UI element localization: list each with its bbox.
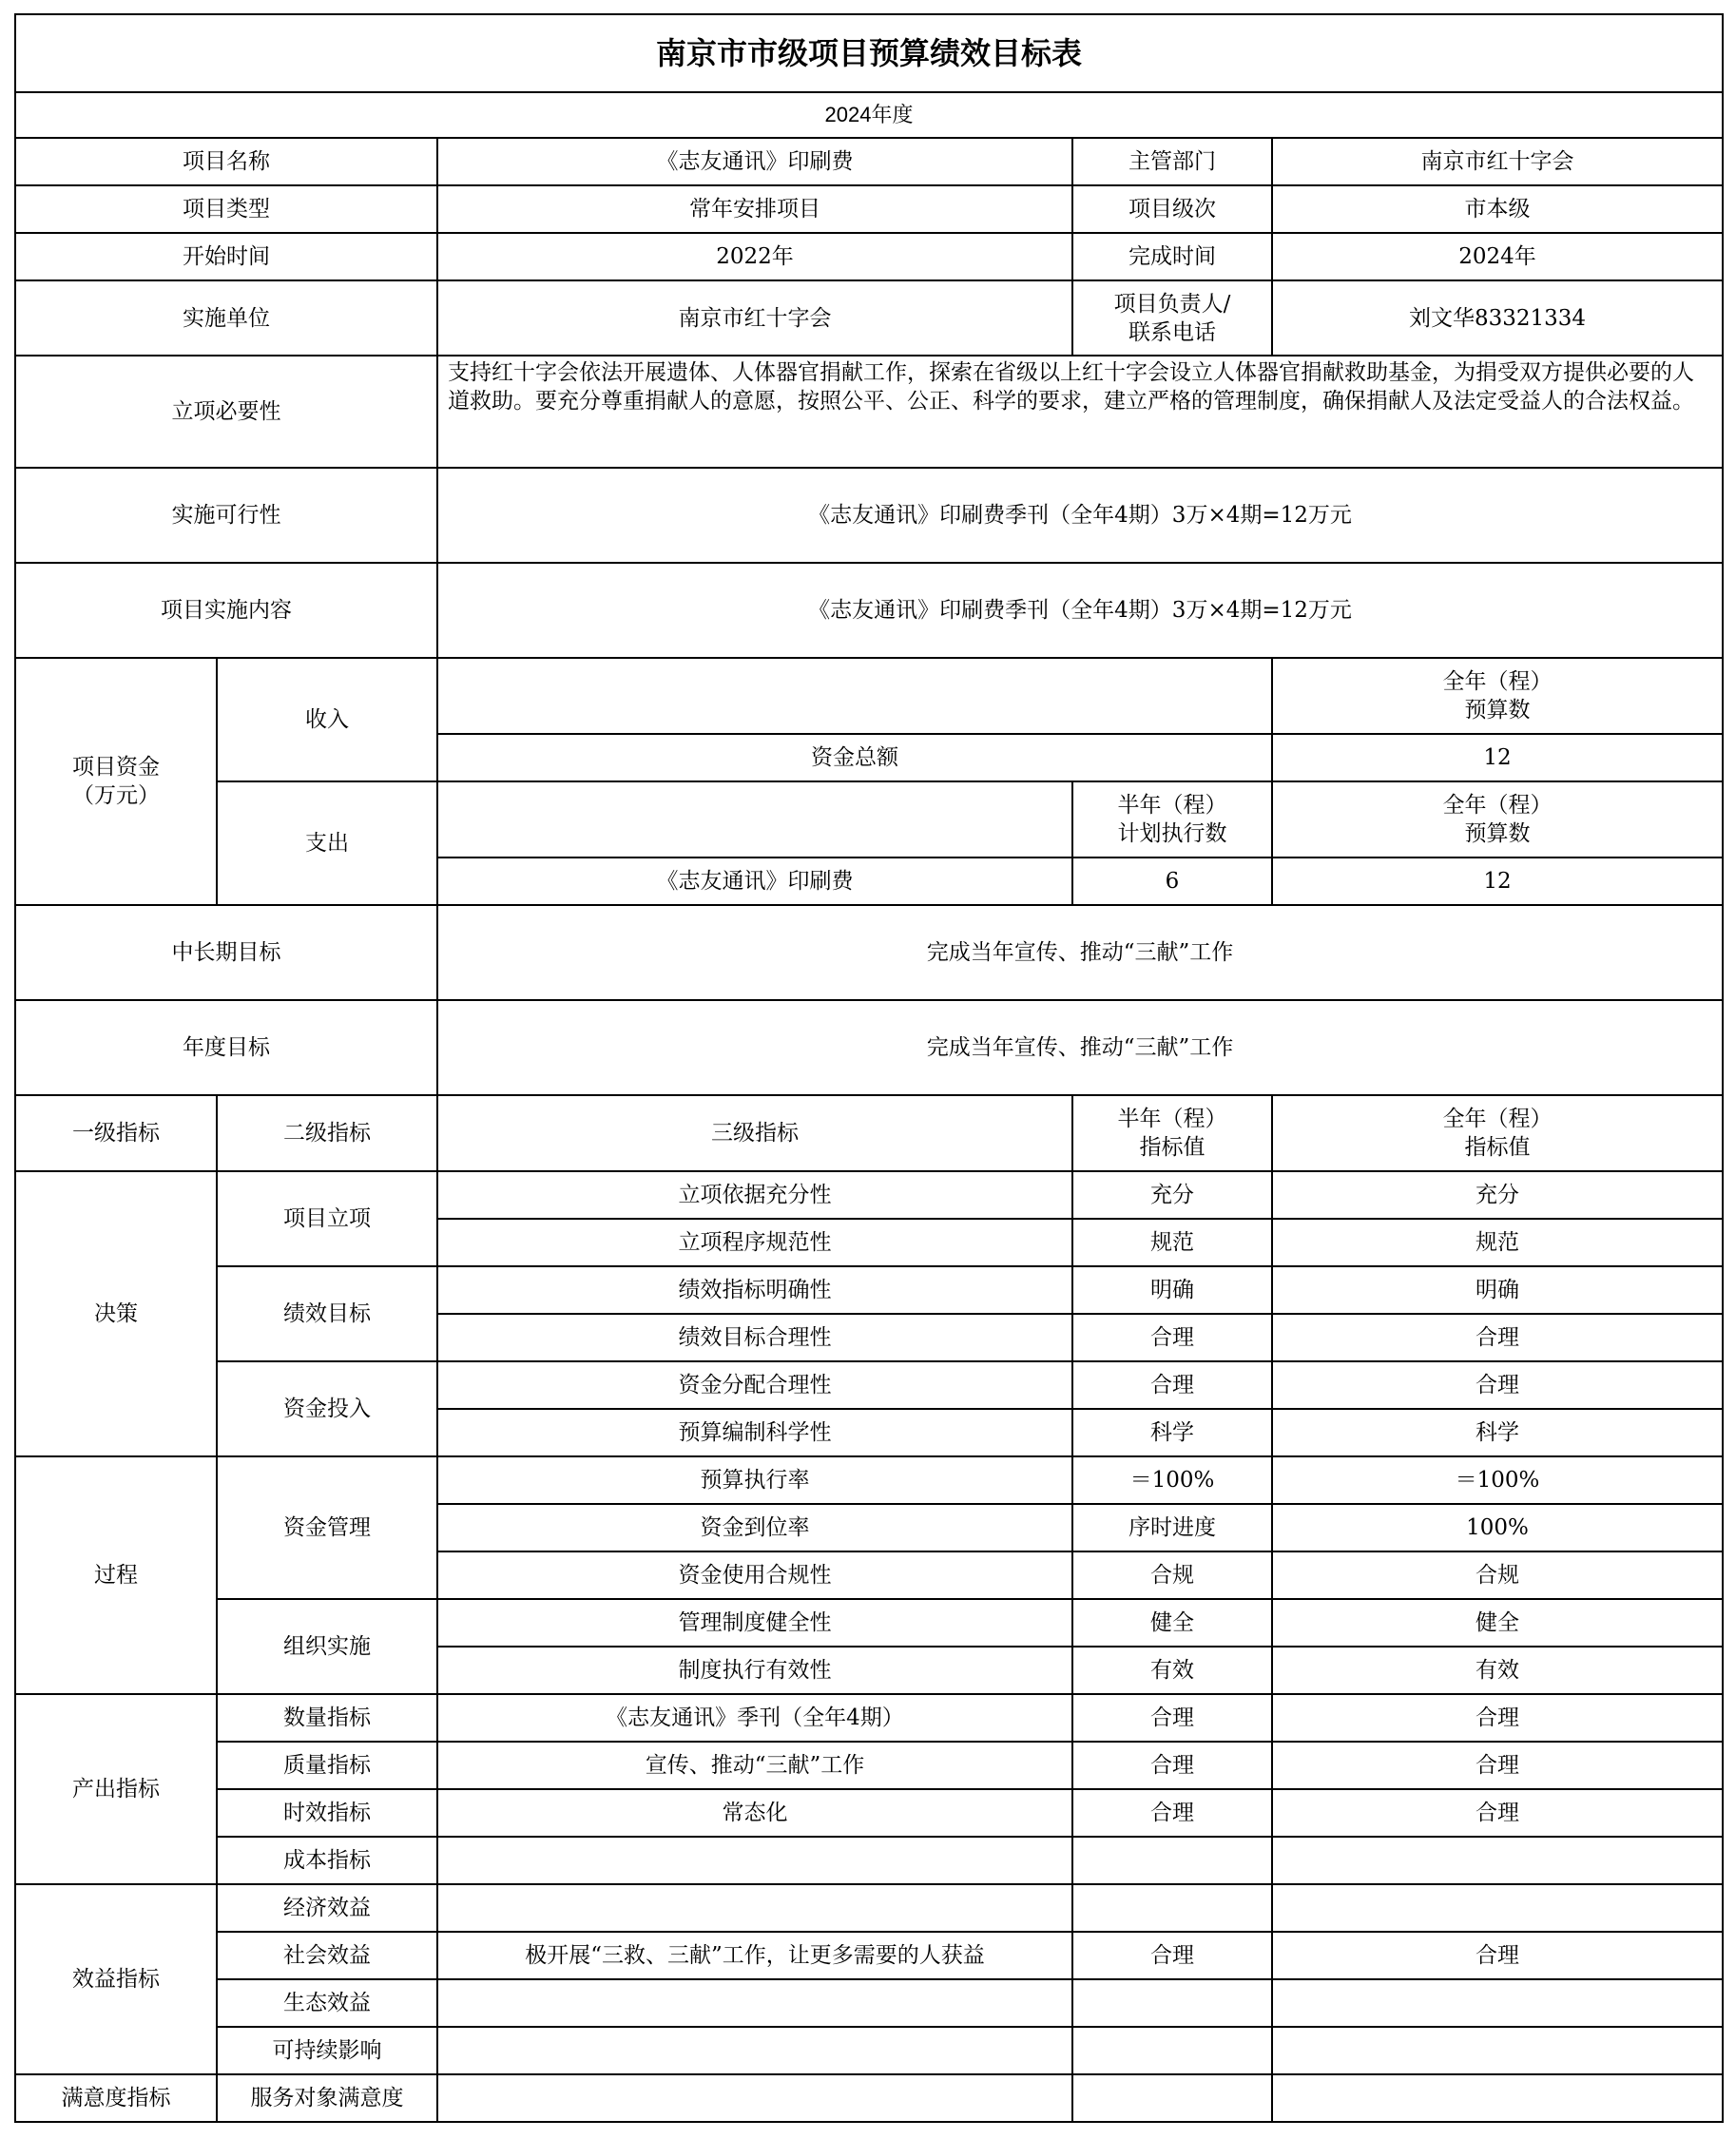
- long-term-goal-text: 完成当年宣传、推动“三献”工作: [437, 905, 1723, 1000]
- indicator-half-value: [1072, 2027, 1272, 2074]
- expense-item-full: 12: [1272, 858, 1723, 905]
- full-year-value-line2: 指标值: [1464, 1135, 1531, 1160]
- indicator-half-value: 规范: [1072, 1219, 1272, 1266]
- full-year-value-header: [1272, 1095, 1723, 1171]
- indicator-half-value: 合理: [1072, 1361, 1272, 1409]
- expense-full-year-header: [1272, 781, 1723, 858]
- indicator-name: [437, 2027, 1072, 2074]
- expense-label: 支出: [217, 781, 437, 905]
- income-full-year-header: [1272, 658, 1723, 734]
- indicator-half-value: 明确: [1072, 1266, 1272, 1314]
- expense-header-blank: [437, 781, 1072, 858]
- indicator-full-value: [1272, 1979, 1723, 2027]
- project-name-value: 《志友通讯》印刷费: [437, 138, 1072, 185]
- indicator-full-value: 健全: [1272, 1599, 1723, 1647]
- implementing-unit-label: 实施单位: [15, 280, 437, 356]
- level3-header: 三级指标: [437, 1095, 1072, 1171]
- indicator-full-value: 有效: [1272, 1647, 1723, 1694]
- indicator-half-value: 合理: [1072, 1694, 1272, 1742]
- indicator-name: 管理制度健全性: [437, 1599, 1072, 1647]
- annual-goal-text: 完成当年宣传、推动“三献”工作: [437, 1000, 1723, 1095]
- indicator-name: 资金到位率: [437, 1504, 1072, 1551]
- end-time-value: 2024年: [1272, 233, 1723, 280]
- total-funds-value: 12: [1272, 734, 1723, 781]
- indicator-half-value: 充分: [1072, 1171, 1272, 1219]
- annual-goal-label: 年度目标: [15, 1000, 437, 1095]
- indicator-name: 预算编制科学性: [437, 1409, 1072, 1456]
- contact-label: [1072, 280, 1272, 356]
- level2-fund-management: 资金管理: [217, 1456, 437, 1599]
- level2-quality: 质量指标: [217, 1742, 437, 1789]
- indicator-full-value: 合理: [1272, 1694, 1723, 1742]
- indicator-half-value: 合理: [1072, 1789, 1272, 1837]
- department-label: 主管部门: [1072, 138, 1272, 185]
- indicator-full-value: 合理: [1272, 1314, 1723, 1361]
- half-year-value-line1: 半年（程）: [1117, 1107, 1227, 1131]
- indicator-full-value: 合理: [1272, 1742, 1723, 1789]
- indicator-name: 资金使用合规性: [437, 1551, 1072, 1599]
- indicator-name: [437, 1884, 1072, 1932]
- indicator-name: 制度执行有效性: [437, 1647, 1072, 1694]
- indicator-half-value: ＝100%: [1072, 1456, 1272, 1504]
- indicator-name: 绩效指标明确性: [437, 1266, 1072, 1314]
- level2-organization-implementation: 组织实施: [217, 1599, 437, 1694]
- level2-cost: 成本指标: [217, 1837, 437, 1884]
- feasibility-text: 《志友通讯》印刷费季刊（全年4期）3万×4期=12万元: [437, 468, 1723, 563]
- start-time-value: 2022年: [437, 233, 1072, 280]
- level2-fund-input: 资金投入: [217, 1361, 437, 1456]
- indicator-half-value: 科学: [1072, 1409, 1272, 1456]
- indicator-half-value: 健全: [1072, 1599, 1272, 1647]
- performance-target-table: [14, 13, 1724, 2123]
- implementation-content-label: 项目实施内容: [15, 563, 437, 658]
- full-year-value-line1: 全年（程）: [1442, 1107, 1553, 1131]
- indicator-name: 立项依据充分性: [437, 1171, 1072, 1219]
- expense-half-year-header: [1072, 781, 1272, 858]
- project-type-value: 常年安排项目: [437, 185, 1072, 233]
- level1-process: 过程: [15, 1456, 217, 1694]
- end-time-label: 完成时间: [1072, 233, 1272, 280]
- expense-full-year-line2: 预算数: [1464, 821, 1531, 846]
- contact-value: 刘文华83321334: [1272, 280, 1723, 356]
- expense-full-year-line1: 全年（程）: [1442, 793, 1553, 818]
- level2-quantity: 数量指标: [217, 1694, 437, 1742]
- indicator-half-value: 合理: [1072, 1314, 1272, 1361]
- indicator-name: 资金分配合理性: [437, 1361, 1072, 1409]
- level2-economic: 经济效益: [217, 1884, 437, 1932]
- indicator-full-value: [1272, 1884, 1723, 1932]
- indicator-name: [437, 1837, 1072, 1884]
- income-full-year-line2: 预算数: [1464, 698, 1531, 723]
- project-level-value: 市本级: [1272, 185, 1723, 233]
- expense-half-year-line2: 计划执行数: [1117, 821, 1227, 846]
- indicator-half-value: 有效: [1072, 1647, 1272, 1694]
- half-year-value-header: [1072, 1095, 1272, 1171]
- implementing-unit-value: 南京市红十字会: [437, 280, 1072, 356]
- indicator-full-value: [1272, 2074, 1723, 2122]
- level2-timeliness: 时效指标: [217, 1789, 437, 1837]
- indicator-full-value: 100%: [1272, 1504, 1723, 1551]
- indicator-full-value: 明确: [1272, 1266, 1723, 1314]
- level2-project-setup: 项目立项: [217, 1171, 437, 1266]
- level1-decision: 决策: [15, 1171, 217, 1456]
- indicator-full-value: [1272, 1837, 1723, 1884]
- indicator-name: 极开展“三救、三献”工作，让更多需要的人获益: [437, 1932, 1072, 1979]
- indicator-name: 《志友通讯》季刊（全年4期）: [437, 1694, 1072, 1742]
- start-time-label: 开始时间: [15, 233, 437, 280]
- indicator-half-value: 序时进度: [1072, 1504, 1272, 1551]
- indicator-full-value: 合理: [1272, 1932, 1723, 1979]
- indicator-full-value: 充分: [1272, 1171, 1723, 1219]
- half-year-value-line2: 指标值: [1139, 1135, 1206, 1160]
- level2-performance-goal: 绩效目标: [217, 1266, 437, 1361]
- long-term-goal-label: 中长期目标: [15, 905, 437, 1000]
- indicator-name: [437, 1979, 1072, 2027]
- indicator-name: 绩效目标合理性: [437, 1314, 1072, 1361]
- level1-benefit: 效益指标: [15, 1884, 217, 2074]
- indicator-full-value: [1272, 2027, 1723, 2074]
- necessity-label: 立项必要性: [15, 356, 437, 468]
- implementation-content-text: 《志友通讯》印刷费季刊（全年4期）3万×4期=12万元: [437, 563, 1723, 658]
- necessity-text: 支持红十字会依法开展遗体、人体器官捐献工作，探索在省级以上红十字会设立人体器官捐献救助基金，为捐受双方提供必要的人道救助。要充分尊重捐献人的意愿，按照公平、公正、科学的要求，建立严格的管理制度，确保捐献人及法定受益人的合法权益。: [437, 356, 1723, 468]
- project-level-label: 项目级次: [1072, 185, 1272, 233]
- level2-ecological: 生态效益: [217, 1979, 437, 2027]
- indicator-half-value: [1072, 1837, 1272, 1884]
- expense-item-half: 6: [1072, 858, 1272, 905]
- indicator-full-value: 合理: [1272, 1361, 1723, 1409]
- level2-social: 社会效益: [217, 1932, 437, 1979]
- level1-output: 产出指标: [15, 1694, 217, 1884]
- contact-label-line1: 项目负责人/: [1113, 291, 1231, 317]
- total-funds-label: 资金总额: [437, 734, 1272, 781]
- contact-label-line2: 联系电话: [1128, 319, 1216, 345]
- indicator-name: 预算执行率: [437, 1456, 1072, 1504]
- indicator-name: 宣传、推动“三献”工作: [437, 1742, 1072, 1789]
- indicator-full-value: 合理: [1272, 1789, 1723, 1837]
- project-funds-label: [15, 658, 217, 905]
- indicator-full-value: 科学: [1272, 1409, 1723, 1456]
- page-title: 南京市市级项目预算绩效目标表: [15, 14, 1723, 92]
- expense-half-year-line1: 半年（程）: [1117, 793, 1227, 818]
- feasibility-label: 实施可行性: [15, 468, 437, 563]
- indicator-half-value: [1072, 1884, 1272, 1932]
- indicator-full-value: 规范: [1272, 1219, 1723, 1266]
- indicator-half-value: 合规: [1072, 1551, 1272, 1599]
- department-value: 南京市红十字会: [1272, 138, 1723, 185]
- indicator-half-value: 合理: [1072, 1932, 1272, 1979]
- income-header-blank: [437, 658, 1272, 734]
- project-funds-label-line2: （万元）: [72, 783, 160, 808]
- indicator-half-value: 合理: [1072, 1742, 1272, 1789]
- level2-service-satisfaction: 服务对象满意度: [217, 2074, 437, 2122]
- indicator-name: 常态化: [437, 1789, 1072, 1837]
- indicator-full-value: ＝100%: [1272, 1456, 1723, 1504]
- indicator-half-value: [1072, 1979, 1272, 2027]
- project-name-label: 项目名称: [15, 138, 437, 185]
- indicator-full-value: 合规: [1272, 1551, 1723, 1599]
- indicator-name: [437, 2074, 1072, 2122]
- income-full-year-line1: 全年（程）: [1442, 669, 1553, 694]
- expense-item-name: 《志友通讯》印刷费: [437, 858, 1072, 905]
- level1-header: 一级指标: [15, 1095, 217, 1171]
- indicator-half-value: [1072, 2074, 1272, 2122]
- level1-satisfaction: 满意度指标: [15, 2074, 217, 2122]
- project-funds-label-line1: 项目资金: [72, 755, 160, 780]
- project-type-label: 项目类型: [15, 185, 437, 233]
- income-label: 收入: [217, 658, 437, 781]
- fiscal-year: 2024年度: [15, 92, 1723, 138]
- indicator-name: 立项程序规范性: [437, 1219, 1072, 1266]
- level2-sustainable: 可持续影响: [217, 2027, 437, 2074]
- level2-header: 二级指标: [217, 1095, 437, 1171]
